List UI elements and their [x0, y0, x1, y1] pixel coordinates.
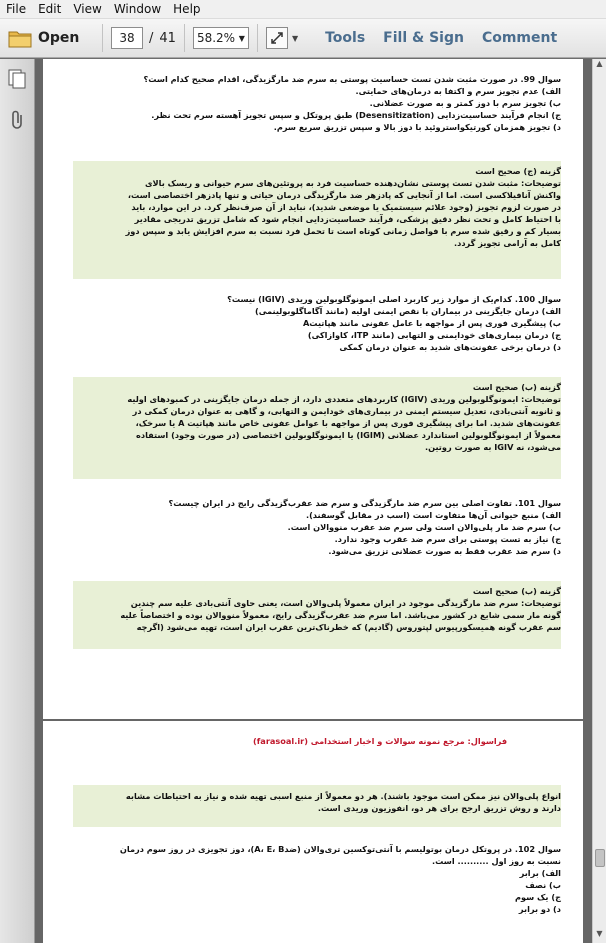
option-b: ب) نصف — [525, 880, 561, 890]
document-viewport[interactable] — [35, 59, 592, 943]
vertical-scrollbar[interactable] — [592, 59, 606, 943]
page-separator: / — [149, 30, 154, 46]
scrollbar-thumb[interactable] — [595, 849, 605, 867]
scroll-down-arrow[interactable]: ▼ — [596, 929, 603, 938]
explanation-line: توضیحات: ایمونوگلوبولین وریدی (IGIV) کاربردهای متعددی دارد، از جمله درمان جایگزینی در کمبودهای اولیه — [127, 394, 561, 404]
menu-file[interactable]: File — [6, 2, 27, 16]
explanation-line: با احتیاط کامل و تحت نظر دقیق پزشکی، فرآیند حساسیت‌زدایی انجام شود که شامل تزریق تدریجی مقادیر — [134, 214, 561, 224]
option-d: د) سرم ضد عقرب فقط به صورت عضلانی تزریق می‌شود. — [328, 546, 561, 556]
option-b: ب) سرم ضد مار پلی‌والان است ولی سرم ضد عقرب منووالان است. — [287, 522, 561, 532]
menu-window[interactable]: Window — [113, 2, 162, 16]
option-a: الف) عدم تجویز سرم و اکتفا به درمان‌های حمایتی. — [355, 86, 561, 96]
option-c: ج) درمان بیماری‌های خودایمنی و التهابی (مانند ITP، کاوازاکی) — [307, 330, 561, 340]
fit-page-icon — [270, 31, 284, 45]
option-a: الف) درمان جایگزینی در بیماران با نقص ایمنی اولیه (مانند آگاماگلوبولینمی) — [254, 306, 561, 316]
zoom-select[interactable] — [193, 27, 249, 49]
question-title: سوال 102. در پروتکل درمان بوتولیسم با آنتی‌توکسین تری‌والان (ضدA، E، B)، دوز تجویزی در روز سوم درمان — [119, 844, 561, 854]
answer-101 — [73, 581, 561, 649]
question-101 — [73, 497, 561, 557]
question-102 — [73, 843, 561, 915]
menu-view[interactable]: View — [73, 2, 102, 16]
explanation-line: کامل به آرامی تجویز گردد. — [454, 238, 561, 248]
explanation-line: واکنش آنافیلاکسی است. اما از آنجایی که پادزهر ضد مارگزیدگی درمان حیاتی و تنها پادزهر اختصاصی است، — [127, 190, 561, 200]
answer-99 — [73, 161, 561, 279]
zoom-value: 58.2% — [196, 31, 236, 45]
explanation-line: و ثانویه آنتی‌بادی، تعدیل سیستم ایمنی در بیماری‌های خودایمن و التهابی، و گاهی به عنوان درمان کمکی در — [132, 406, 561, 416]
option-c: ج) یک سوم — [515, 892, 561, 902]
question-title: سوال 101. تفاوت اصلی بین سرم ضد مارگزیدگی و سرم ضد عقرب‌گزیدگی رایج در ایران چیست؟ — [168, 498, 561, 508]
option-d: د) دو برابر — [518, 904, 561, 914]
question-title: سوال 99. در صورت مثبت شدن تست حساسیت پوستی به سرم ضد مارگزیدگی، اقدام صحیح کدام است؟ — [143, 74, 561, 84]
tools-button[interactable]: Tools — [325, 30, 366, 46]
explanation-line: دارند و روش تزریق ارجح برای هر دو، انفوزیون وریدی است. — [317, 803, 561, 813]
fit-page-button[interactable] — [266, 27, 288, 49]
explanation-line: می‌شود، نه IGIV به صورت روتین. — [424, 442, 561, 452]
chevron-down-icon: ▼ — [238, 33, 245, 43]
pdf-page — [43, 721, 583, 943]
toolbar-separator — [184, 24, 185, 52]
explanation-line: توضیحات: سرم ضد مارگزیدگی موجود در ایران معمولاً پلی‌والان است، یعنی حاوی آنتی‌بادی علیه سم چندین — [130, 598, 561, 608]
answer-100 — [73, 377, 561, 479]
menu-help[interactable]: Help — [173, 2, 201, 16]
open-label: Open — [38, 30, 80, 46]
option-c: ج) انجام فرآیند حساسیت‌زدایی (Desensitization) طبق پروتکل و سپس تجویز آهسته سرم تحت نظر. — [151, 110, 561, 120]
folder-icon — [8, 28, 32, 48]
open-button[interactable] — [8, 23, 94, 53]
explanation-line: سم عقرب گونه همیسکورپیوس لپتوروس (گادیم) که خطرناک‌ترین عقرب ایران است، تهیه می‌شود (اگرچه — [136, 622, 561, 632]
toolbar — [0, 19, 606, 58]
page-number-input[interactable]: 38 — [111, 27, 143, 49]
question-99 — [73, 73, 561, 133]
option-b: ب) تجویز سرم با دوز کمتر و به صورت عضلانی. — [369, 98, 561, 108]
option-a: الف) منبع حیوانی آن‌ها متفاوت است (اسب در مقابل گوسفند). — [305, 510, 561, 520]
explanation-line: انواع پلی‌والان نیز ممکن است موجود باشند). هر دو معمولاً از منبع اسبی تهیه شده و نیاز به احتیاطات مشابه — [125, 791, 561, 801]
explanation-line: در صورت لزوم تجویز (وجود علائم سیستمیک یا موضعی شدید)، نباید از آن صرف‌نظر کرد. در این موارد، باید — [131, 202, 561, 212]
page-total: 41 — [159, 30, 176, 46]
explanation-line: عفونت‌های شدید. اما برای پیشگیری فوری پس از مواجهه با عوامل عفونی خاص مانند هپاتیت A یا سرخک، — [135, 418, 561, 428]
option-d: د) درمان برخی عفونت‌های شدید به عنوان درمان کمکی — [339, 342, 561, 352]
chevron-down-icon[interactable]: ▼ — [291, 33, 299, 43]
scroll-up-arrow[interactable]: ▲ — [596, 59, 603, 68]
option-a: الف) برابر — [519, 868, 561, 878]
question-title-cont: نسبت به روز اول .......... است. — [432, 856, 561, 866]
explanation-line: گونه مار سمی شایع در کشور می‌باشد. اما سرم ضد عقرب‌گزیدگی رایج، معمولاً منووالان بوده و اختصاصاً علیه — [120, 610, 561, 620]
option-b: ب) پیشگیری فوری پس از مواجهه با عامل عفونی مانند هپاتیتA — [302, 318, 561, 328]
explanation-line: بسیار کم و رقیق شده سرم با فواصل زمانی کوتاه است تا تحمل فرد نسبت به سرم افزایش یابد و سپس دوز — [125, 226, 561, 236]
explanation-line: توضیحات: مثبت شدن تست پوستی نشان‌دهنده حساسیت فرد به پروتئین‌های سرم حیوانی و ریسک بالای — [145, 178, 561, 188]
option-c: ج) نیاز به تست پوستی برای سرم ضد عقرب وجود ندارد. — [334, 534, 561, 544]
menu-bar — [0, 0, 606, 19]
attachment-icon[interactable] — [8, 109, 26, 131]
explanation-line: معمولاً از ایمونوگلوبولین استاندارد عضلانی (IGIM) یا ایمونوگلوبولین اختصاصی (در صورت وجود) استفاده — [136, 430, 561, 440]
navigation-pane — [0, 59, 35, 943]
page-header: فراسوال: مرجع نمونه سوالات و اخبار استخدامی (farasoal.ir) — [253, 736, 508, 746]
question-title: سوال 100. کدام‌یک از موارد زیر کاربرد اصلی ایمونوگلوبولین وریدی (IGIV) نیست؟ — [227, 294, 561, 304]
question-100 — [73, 293, 561, 353]
answer-101-continued — [73, 785, 561, 827]
comment-button[interactable]: Comment — [481, 30, 558, 46]
answer-key: گزینه (ب) صحیح است — [472, 586, 561, 596]
toolbar-separator — [257, 24, 258, 52]
page-thumbnails-icon[interactable] — [8, 69, 26, 89]
toolbar-separator — [102, 24, 103, 52]
pdf-page — [43, 59, 583, 719]
fill-sign-button[interactable]: Fill & Sign — [383, 30, 464, 46]
menu-edit[interactable]: Edit — [38, 2, 62, 16]
answer-key: گزینه (ج) صحیح است — [475, 166, 561, 176]
option-d: د) تجویز همزمان کورتیکواستروئید با دوز بالا و سپس تزریق سریع سرم. — [273, 122, 561, 132]
answer-key: گزینه (ب) صحیح است — [472, 382, 561, 392]
